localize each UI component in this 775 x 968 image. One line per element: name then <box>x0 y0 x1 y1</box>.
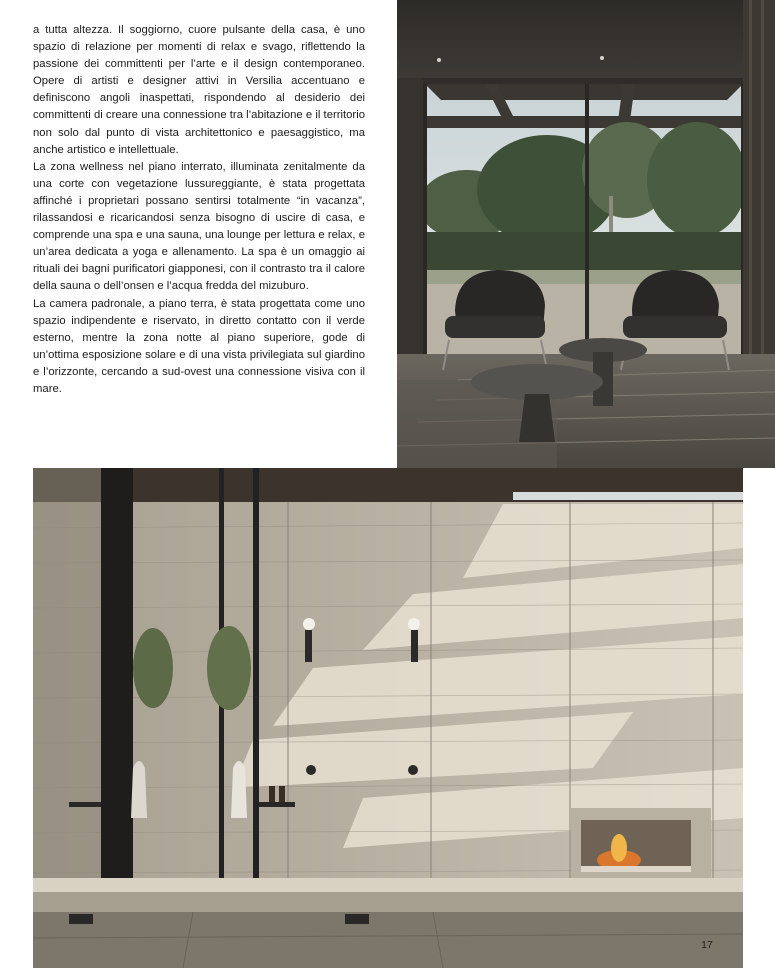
lounge-photo <box>397 0 775 468</box>
article-text-column <box>33 22 365 398</box>
article-paragraph-3: La camera padronale, a piano terra, è stata progettata come uno spazio indipendente e riservato, in diretto contatto con il verde esterno, mentre la zona notte al piano superiore, gode di un’ottima esposizione solare e di una vista privilegiata sul giardino e l’orizzonte, cercando a sud-ovest una connessione visiva con il mare. <box>33 297 365 395</box>
spa-photo <box>33 468 743 968</box>
article-paragraph-1: a tutta altezza. Il soggiorno, cuore pulsante della casa, è uno spazio di relazione per momenti di relax e svago, riflettendo la passione dei committenti per l’arte e il design contemporaneo. Opere di artisti e designer attivi in Versilia accentuano e definiscono angoli inaspettati, rispondendo al desiderio dei committenti di creare una connessione tra l’abitazione e il territorio non solo dal punto di vista architettonico e paesaggistico, ma anche artistico e intellettuale. <box>33 24 365 156</box>
article-paragraph-2: La zona wellness nel piano interrato, illuminata zenitalmente da una corte con vegetazione lussureggiante, è stata progettata affinché i proprietari possano sentirsi totalmente “in vacanza”, rilassandosi e ricaricandosi senza bisogno di uscire di casa, e comprende una spa e una sauna, una lounge per lettura e relax, e un’area dedicata a yoga e allenamento. La spa è un omaggio ai rituali dei bagni purificatori giapponesi, con il contrasto tra il calore della sauna o dell’onsen e l’acqua fredda del mizuburo. <box>33 160 365 293</box>
page-number: 17 <box>701 939 713 951</box>
